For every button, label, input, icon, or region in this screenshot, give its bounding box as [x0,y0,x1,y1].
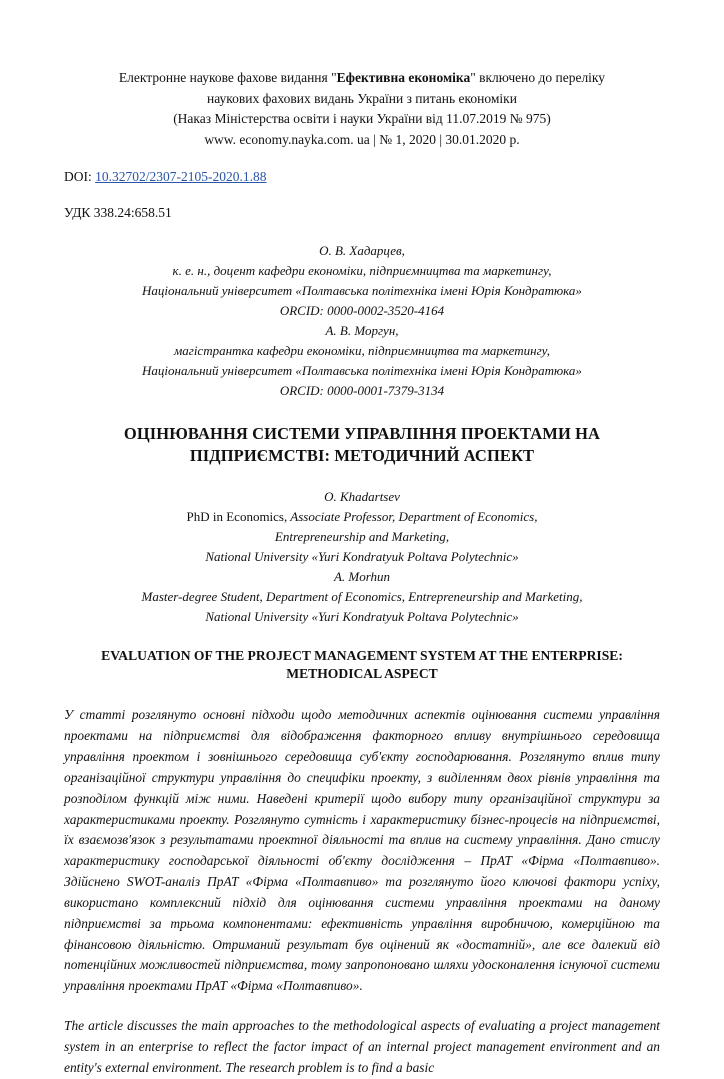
author-block-ua [64,241,660,401]
author-affiliation-1-en: National University «Yuri Kondratyuk Poltava Polytechnic» [205,548,519,564]
author-role-1-en [64,507,660,527]
author-degree-1: PhD in Economics [186,508,284,524]
author-affiliation-2-en: National University «Yuri Kondratyuk Poltava Polytechnic» [205,608,519,624]
author-block-en [64,487,660,627]
doi-row [64,168,660,187]
author-affiliation-2-ua: Національний університет «Полтавська політехніка імені Юрія Кондратюка» [142,362,582,378]
author-name-1-en: O. Khadartsev [324,488,400,504]
masthead-line-2: наукових фахових видань України з питань економіки [207,90,517,106]
article-title-ua: ОЦІНЮВАННЯ СИСТЕМИ УПРАВЛІННЯ ПРОЕКТАМИ НА ПІДПРИЄМСТВІ: МЕТОДИЧНИЙ АСПЕКТ [123,423,601,465]
article-title-en: EVALUATION OF THE PROJECT MANAGEMENT SYSTEM AT THE ENTERPRISE: METHODICAL ASPECT [101,647,623,682]
author-position-1: , Associate Professor, Department of Economics, [284,508,538,524]
author-name-2-en: A. Morhun [333,568,391,584]
masthead-prefix: Електронне наукове фахове видання " [118,70,337,85]
doi-link[interactable]: 10.32702/2307-2105-2020.1.88 [95,169,267,185]
author-affiliation-1-ua: Національний університет «Полтавська політехніка імені Юрія Кондратюка» [142,282,582,298]
author-role-2-ua: магістрантка кафедри економіки, підприємництва та маркетингу, [173,342,551,358]
author-role-1-en-cont: Entrepreneurship and Marketing, [274,528,450,544]
journal-name: Ефективна економіка [336,70,471,85]
author-name-1-ua: О. В. Хадарцев, [319,242,405,258]
author-orcid-1: ORCID: 0000-0002-3520-4164 [279,302,445,318]
abstract-en: The article discusses the main approaches to the methodological aspects of evaluating a project management system in an enterprise to reflect the factor impact of an internal project management environment and an entity's external environment. The research problem is to find a basic [64,1018,660,1075]
masthead-line-4: www. economy.nayka.com. ua | № 1, 2020 | 30.01.2020 р. [204,131,520,147]
author-name-2-ua: А. В. Моргун, [325,322,399,338]
journal-masthead [64,0,660,150]
masthead-suffix: " включено до переліку [470,70,606,85]
author-orcid-2: ORCID: 0000-0001-7379-3134 [279,382,445,398]
masthead-line-3: (Наказ Міністерства освіти і науки України від 11.07.2019 № 975) [173,111,551,127]
author-role-2-en: Master-degree Student, Department of Economics, Entrepreneurship and Marketing, [141,588,583,604]
doi-label: DOI: [64,169,92,185]
abstract-ua: У статті розглянуто основні підходи щодо методичних аспектів оцінювання системи управління проектами на підприємстві для відображення факторного впливу внутрішнього середовища управління проектом і зовнішнього середовища суб'єкту господарювання. Розглянуто вплив типу організаційної структури управління до специфіки проекту, з виділенням двох рівнів управління та розподілом функцій між ними. Наведені критерії щодо вибору типу організаційної структури за характеристиками проекту. Розглянуто сутність і характеристику бізнес-процесів на підприємстві, їх взаємозв'язок з результатами проектної діяльності та вплив на систему управління. Дано стислу характеристику господарської діяльності об'єкту дослідження – ПрАТ «Фірма «Полтавпиво». Здійснено SWOT-аналіз ПрАТ «Фірма «Полтавпиво» та розглянуто його ключові фактори успіху, використано комплексний підхід для оцінювання системи управління проектами на даному підприємстві за трьома компонентами: ефективність управління виробничою, комерційною та фінансовою діяльністю. Отриманий результат був оцінений як «достатній», але все далекий від потенційних можливостей підприємства, тому запропоновано шляхи удосконалення існуючої системи управління проектами ПрАТ «Фірма «Полтавпиво». [64,707,660,994]
author-role-1-ua: к. е. н., доцент кафедри економіки, підприємництва та маркетингу, [172,262,552,278]
masthead-line-1 [64,68,660,89]
udc-code: УДК 338.24:658.51 [64,204,172,220]
